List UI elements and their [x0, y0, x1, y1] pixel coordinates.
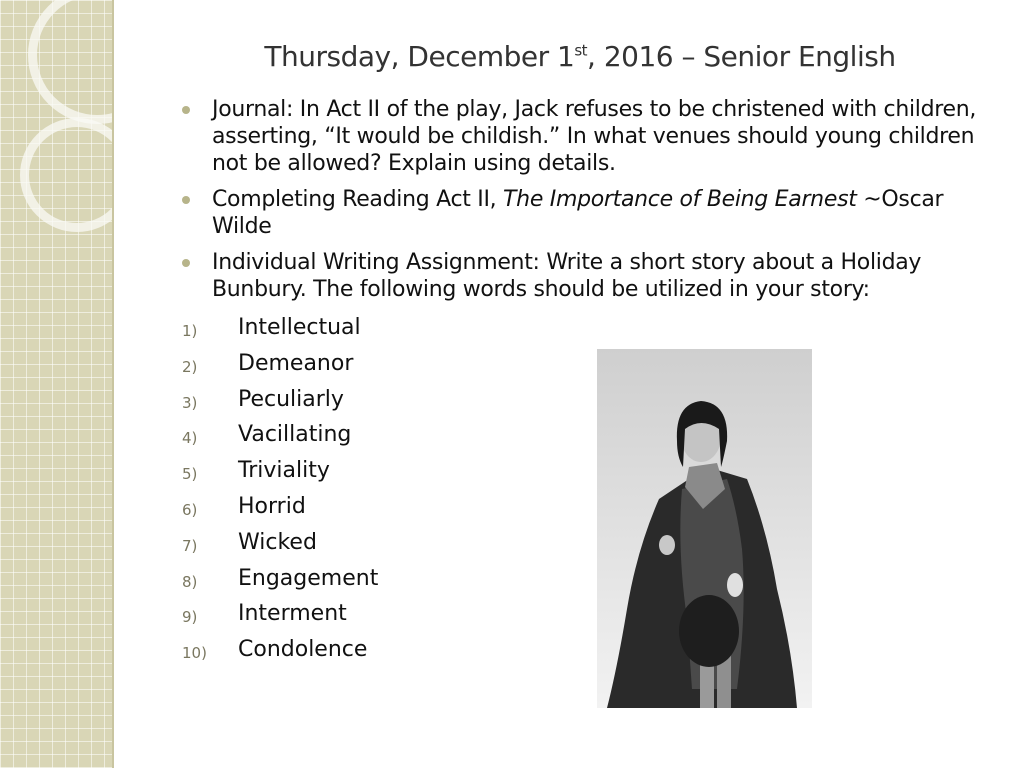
bullet-text-author: ~Oscar Wilde	[212, 187, 944, 239]
vocab-number: 2)	[182, 357, 198, 376]
vocab-word: Wicked	[238, 529, 317, 555]
decorative-ring	[28, 0, 113, 124]
vocab-number: 6)	[182, 500, 198, 519]
book-title: The Importance of Being Earnest	[503, 187, 857, 212]
bullet-dot-icon	[182, 106, 190, 114]
title-superscript: st	[574, 41, 588, 60]
bullet-assignment	[182, 249, 982, 303]
bullet-text: Journal: In Act II of the play, Jack refuses to be christened with children, asserting, “It would be childish.” In what venues should young children not be allowed? Explain using details.	[212, 97, 977, 176]
slide-title	[150, 40, 1010, 73]
vocab-number: 9)	[182, 608, 198, 627]
vocab-word: Condolence	[238, 637, 368, 663]
bullet-text: Completing Reading Act II,	[212, 187, 504, 212]
vocab-number: 5)	[182, 465, 198, 484]
vocab-word: Interment	[238, 601, 347, 627]
bullet-list	[182, 96, 982, 312]
decorative-sidebar	[0, 0, 113, 768]
vocab-number: 3)	[182, 393, 198, 412]
bullet-dot-icon	[182, 259, 190, 267]
vocab-word: Engagement	[238, 565, 379, 591]
vocab-word: Horrid	[238, 493, 306, 519]
vocab-number: 10)	[182, 644, 207, 663]
bullet-text: Individual Writing Assignment: Write a short story about a Holiday Bunbury. The following words should be utilized in your story:	[212, 250, 922, 302]
sidebar-divider	[112, 0, 114, 768]
bullet-dot-icon	[182, 196, 190, 204]
decorative-ring	[20, 118, 113, 232]
vocab-number: 8)	[182, 572, 198, 591]
vocab-word: Intellectual	[238, 315, 361, 340]
portrait-illustration	[597, 349, 812, 708]
vocab-number: 1)	[182, 322, 198, 340]
vocab-word: Vacillating	[238, 422, 352, 448]
title-text: Thursday, December 1	[264, 40, 575, 73]
vocab-word: Demeanor	[238, 350, 354, 376]
vocab-word: Peculiarly	[238, 386, 344, 412]
bullet-journal	[182, 96, 982, 177]
vocab-number: 7)	[182, 536, 198, 555]
title-text-rest: , 2016 – Senior English	[587, 40, 896, 73]
vocab-number: 4)	[182, 429, 198, 448]
vocab-word: Triviality	[238, 458, 330, 484]
bullet-reading	[182, 186, 982, 240]
portrait-photo	[597, 349, 812, 708]
